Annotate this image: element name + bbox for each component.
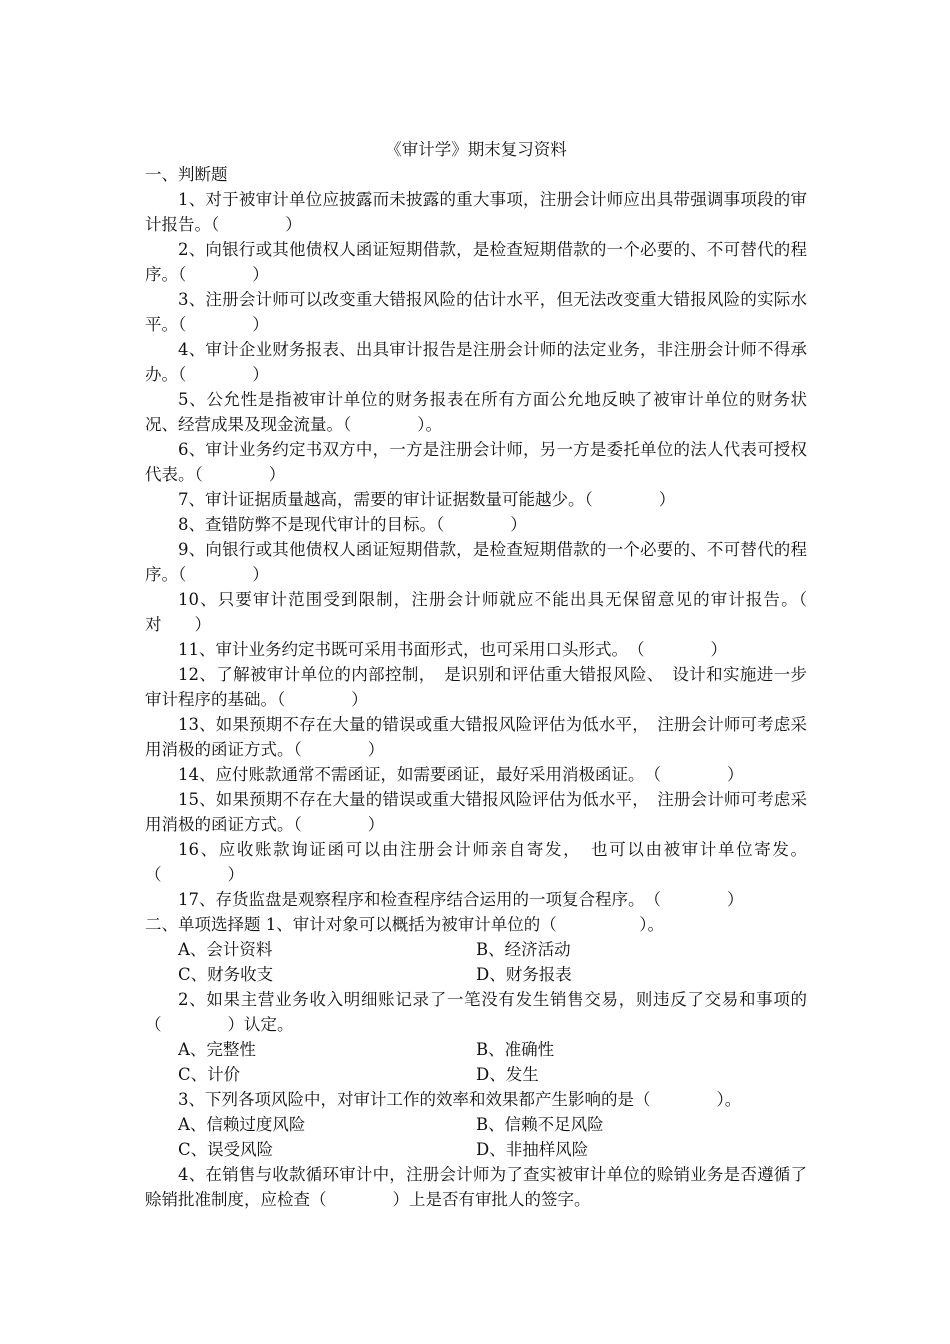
mc-option-d: D、非抽样风险 [476, 1140, 589, 1159]
mc-option-b: B、经济活动 [476, 940, 571, 959]
question-11: 11、审计业务约定书既可采用书面形式，也可采用口头形式。 （ ） [178, 640, 727, 659]
mc-option-c: C、财务收支 [178, 965, 274, 984]
question-5: 5、公允性是指被审计单位的财务报表在所有方面公允地反映了被审计单位的财务状况、经营成果及现金流量。（ ）。 [145, 390, 807, 434]
mc-option-b: B、准确性 [476, 1040, 555, 1059]
mc-option-d: D、财务报表 [476, 965, 572, 984]
question-1: 1、对于被审计单位应披露而未披露的重大事项，注册会计师应出具带强调事项段的审计报告。（ ） [145, 190, 807, 234]
document-page [145, 137, 824, 1212]
mc-question-2-options-row-2 [145, 1062, 807, 1087]
mc-option-b: B、信赖不足风险 [476, 1115, 604, 1134]
mc-question-3-options-row-1 [145, 1112, 807, 1137]
question-10: 10、只要审计范围受到限制，注册会计师就应不能出具无保留意见的审计报告。（ 对 ） [145, 590, 824, 634]
section-heading-true-false: 一、判断题 [145, 165, 228, 184]
question-9: 9、向银行或其他债权人函证短期借款，是检查短期借款的一个必要的、不可替代的程序。（ ） [145, 540, 807, 584]
mc-option-d: D、发生 [476, 1065, 539, 1084]
question-12: 12、了解被审计单位的内部控制， 是识别和评估重大错报风险、 设计和实施进一步审计程序的基础。（ ） [145, 665, 807, 709]
question-2: 2、向银行或其他债权人函证短期借款，是检查短期借款的一个必要的、不可替代的程序。（ ） [145, 240, 807, 284]
mc-question-2-stem: 2、如果主营业务收入明细账记录了一笔没有发生销售交易，则违反了交易和事项的（ ）认定。 [145, 990, 807, 1034]
question-3: 3、注册会计师可以改变重大错报风险的估计水平，但无法改变重大错报风险的实际水平。（ ） [145, 290, 807, 334]
question-6: 6、审计业务约定书双方中，一方是注册会计师，另一方是委托单位的法人代表可授权代表。（ ） [145, 440, 807, 484]
mc-question-1-stem: 1、审计对象可以概括为被审计单位的（ ）。 [265, 915, 664, 934]
mc-option-a: A、信赖过度风险 [178, 1115, 306, 1134]
section-heading-single-choice-line [145, 912, 807, 937]
mc-question-3-options-row-2 [145, 1137, 807, 1162]
question-4: 4、审计企业财务报表、出具审计报告是注册会计师的法定业务，非注册会计师不得承办。（ ） [145, 340, 807, 384]
mc-question-2-options-row-1 [145, 1037, 807, 1062]
question-17: 17、存货监盘是观察程序和检查程序结合运用的一项复合程序。 （ ） [178, 890, 744, 909]
question-7: 7、审计证据质量越高，需要的审计证据数量可能越少。（ ） [178, 490, 676, 509]
question-13: 13、如果预期不存在大量的错误或重大错报风险评估为低水平， 注册会计师可考虑采用消极的函证方式。（ ） [145, 715, 807, 759]
mc-option-c: C、误受风险 [178, 1140, 274, 1159]
mc-question-3-stem: 3、下列各项风险中，对审计工作的效率和效果都产生影响的是（ ）。 [178, 1090, 742, 1109]
mc-option-c: C、计价 [178, 1065, 241, 1084]
question-15: 15、如果预期不存在大量的错误或重大错报风险评估为低水平， 注册会计师可考虑采用消极的函证方式。（ ） [145, 790, 807, 834]
question-16: 16、应收账款询证函可以由注册会计师亲自寄发， 也可以由被审计单位寄发。（ ） [145, 840, 807, 884]
mc-option-a: A、会计资料 [178, 940, 273, 959]
mc-question-1-options-row-1 [145, 937, 807, 962]
mc-option-a: A、完整性 [178, 1040, 256, 1059]
question-14: 14、应付账款通常不需函证，如需要函证，最好采用消极函证。 （ ） [178, 765, 744, 784]
question-8: 8、查错防弊不是现代审计的目标。（ ） [178, 515, 527, 534]
section-heading-single-choice: 二、单项选择题 [145, 915, 261, 934]
mc-question-1-options-row-2 [145, 962, 807, 987]
document-title: 《审计学》期末复习资料 [385, 140, 567, 159]
mc-question-4-stem: 4、在销售与收款循环审计中，注册会计师为了查实被审计单位的赊销业务是否遵循了赊销批准制度，应检查（ ）上是否有审批人的签字。 [145, 1165, 807, 1209]
